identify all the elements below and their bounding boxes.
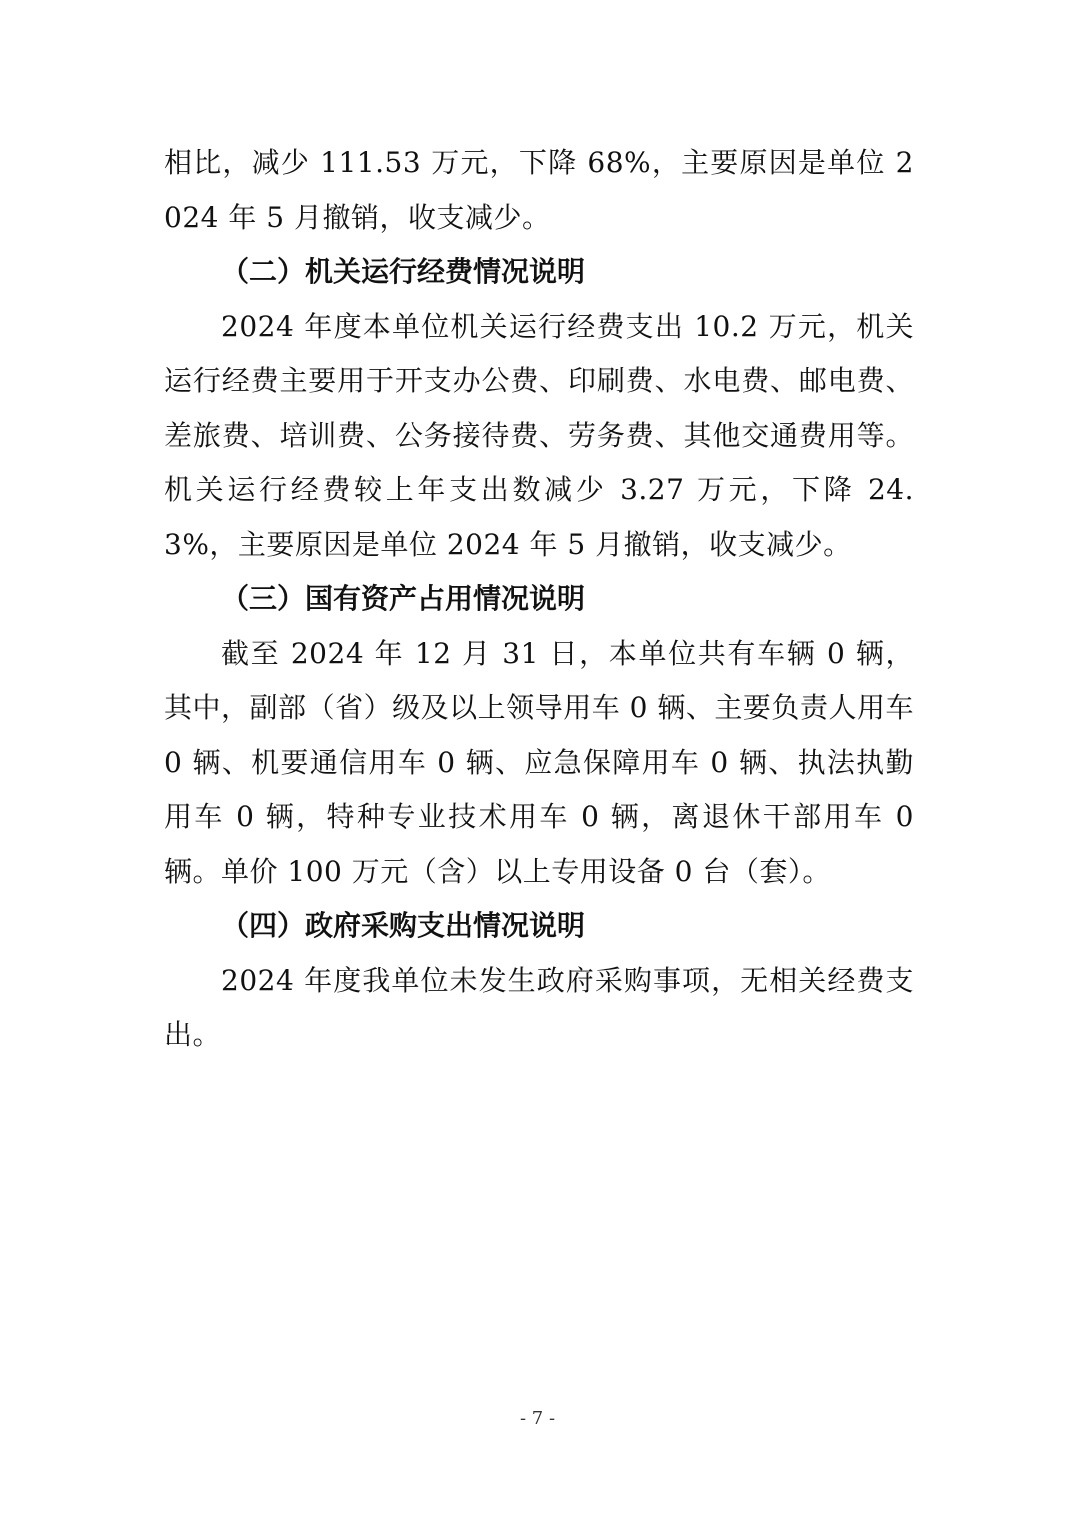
- page-number: - 7 -: [519, 1408, 556, 1429]
- paragraph-state-assets: 截至 2024 年 12 月 31 日，本单位共有车辆 0 辆，其中，副部（省）级及以上领导用车 0 辆、主要负责人用车 0 辆、机要通信用车 0 辆、应急保障用车 0 辆、执法执勤用车 0 辆，特种专业技术用车 0 辆，离退休干部用车 0 辆。单价 100 万元（含）以上专用设备 0 台（套）。: [164, 636, 914, 888]
- document-body: [164, 136, 914, 1063]
- section-heading-2: （二）机关运行经费情况说明: [221, 255, 586, 288]
- paragraph-operating-expenses: 2024 年度本单位机关运行经费支出 10.2 万元，机关运行经费主要用于开支办公费、印刷费、水电费、邮电费、差旅费、培训费、公务接待费、劳务费、其他交通费用等。机关运行经费较上年支出数减少 3.27 万元，下降 24.3%，主要原因是单位 2024 年 5 月撤销，收支减少。: [164, 309, 914, 561]
- section-heading-3: （三）国有资产占用情况说明: [221, 582, 586, 615]
- section-heading-4: （四）政府采购支出情况说明: [221, 909, 586, 942]
- paragraph-procurement: 2024 年度我单位未发生政府采购事项，无相关经费支出。: [164, 963, 914, 1051]
- paragraph-continuation: 相比，减少 111.53 万元，下降 68%，主要原因是单位 2024 年 5 月撤销，收支减少。: [164, 146, 914, 234]
